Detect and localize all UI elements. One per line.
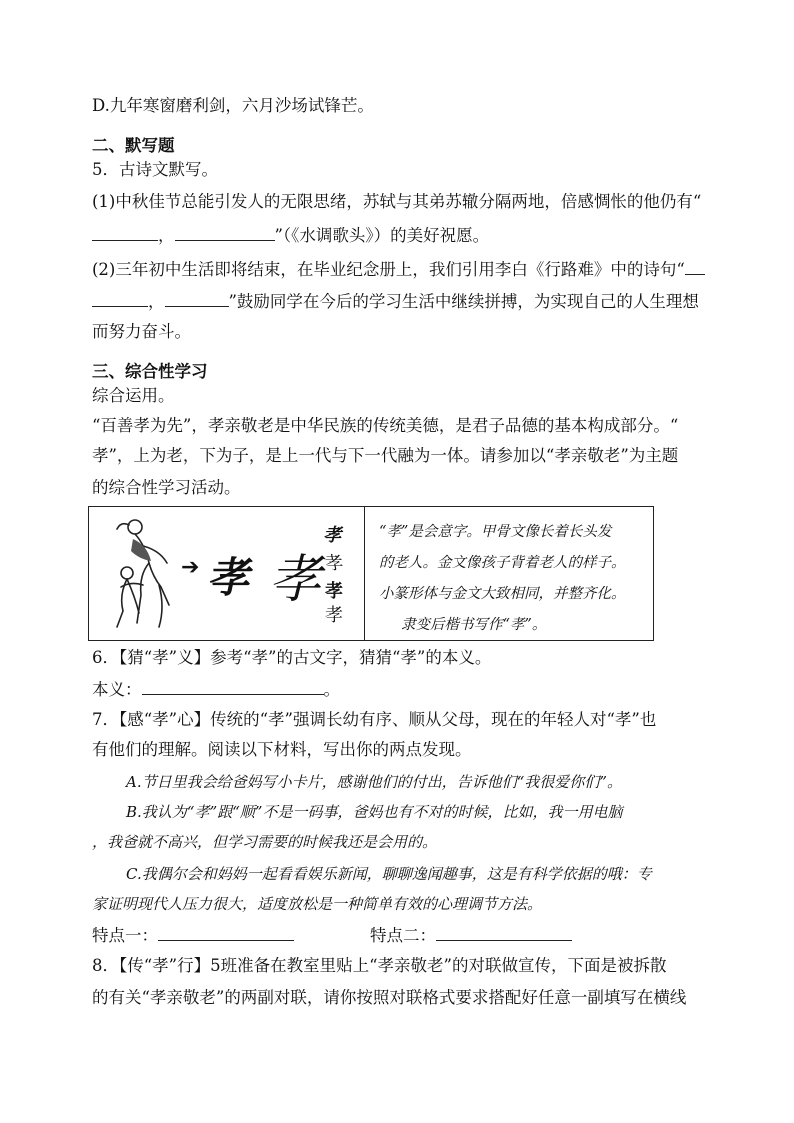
large-xiao-char: 孝 [269, 550, 322, 610]
q7-stem-1: 7．【感“孝”心】传统的“孝”强调长幼有序、顺从父母，现在的年轻人对“孝”也 [92, 710, 657, 729]
q7-material-c-1: C.我偶尔会和妈妈一起看看娱乐新闻，聊聊逸闻趣事，这是有科学依据的哦：专 [126, 865, 652, 883]
figure-divider [364, 507, 365, 640]
q5-2-blank-2[interactable] [165, 290, 229, 307]
elder-child-illustration [109, 515, 181, 633]
passage-line-3: 的综合性学习活动。 [92, 478, 241, 497]
q5-1-text: (1)中秋佳节总能引发人的无限思绪，苏轼与其弟苏辙分隔两地，倍感惆怅的他仍有“ [92, 192, 702, 211]
script-char-1: 孝 [321, 525, 346, 546]
figure-description [379, 517, 649, 641]
desc-line-4: 隶变后楷书写作“孝”。 [401, 617, 547, 633]
q6-answer-blank[interactable] [142, 678, 324, 695]
q8-line-1: 8．【传“孝”行】5班准备在教室里贴上“孝亲敬老”的对联做宣传，下面是被拆散 [92, 956, 667, 975]
q5-2-blank-1a[interactable] [685, 258, 705, 275]
script-char-3: 孝 [325, 581, 343, 602]
desc-line-2: 的老人。金文像孩子背着老人的样子。 [379, 555, 626, 571]
desc-line-3: 小篆形体与金文大致相同，并整齐化。 [379, 586, 626, 602]
q5-1-blank-1[interactable] [92, 224, 158, 241]
script-char-2: 孝 [323, 553, 346, 574]
q5-1-blank-2[interactable] [175, 224, 275, 241]
q7-material-b-1: B.我认为“孝”跟“顺”不是一码事，爸妈也有不对的时候，比如，我一用电脑 [126, 803, 623, 821]
q5-2-text: (2)三年初中生活即将结束，在毕业纪念册上，我们引用李白《行路难》中的诗句“ [92, 258, 705, 280]
q8-line-2: 的有关“孝亲敬老”的两副对联，请你按照对联格式要求搭配好任意一副填写在横线 [92, 988, 687, 1007]
q5-2-end: 而努力奋斗。 [92, 322, 191, 341]
xiao-character-figure [88, 506, 654, 641]
q7-feature-2-blank[interactable] [436, 924, 572, 941]
q5-2-blank-1b[interactable] [92, 290, 148, 307]
q7-material-c-2: 家证明现代人压力很大，适度放松是一种简单有效的心理调节方法。 [92, 895, 543, 913]
script-char-4: 孝 [325, 605, 343, 626]
desc-line-1: “孝”是会意字。甲骨文像长着长头发 [379, 524, 612, 540]
q6-stem: 6．【猜“孝”义】参考“孝”的古文字，猜猜“孝”的本义。 [92, 648, 492, 667]
q7-feature-1-blank[interactable] [158, 924, 294, 941]
q7-stem-2: 有他们的理解。阅读以下材料，写出你的两点发现。 [92, 740, 472, 759]
section-3-intro: 综合运用。 [92, 386, 175, 405]
q5-1-blanks: ， ”（《水调歌头》）的美好祝愿。 [92, 224, 489, 246]
q7-material-b-2: ，我爸就不高兴，但学习需要的时候我还是会用的。 [92, 833, 438, 851]
section-3-heading: 三、综合性学习 [92, 362, 208, 381]
arrow-right-icon: ➔ [181, 555, 200, 580]
q7-material-a: A.节日里我会给爸妈写小卡片，感谢他们的付出，告诉他们“我很爱你们”。 [126, 773, 622, 791]
oracle-bone-char: 孝 [205, 553, 258, 602]
q7-features-row: 特点一： 特点二： [92, 924, 572, 946]
passage-line-1: “百善孝为先”，孝亲敬老是中华民族的传统美德，是君子品德的基本构成部分。“ [92, 416, 679, 435]
q5-2-blanks: ， ”鼓励同学在今后的学习生活中继续拼搏，为实现自己的人生理想 [92, 290, 699, 312]
q6-answer-row: 本义： 。 [92, 680, 340, 699]
q5-stem: 5．古诗文默写。 [92, 160, 218, 179]
passage-line-2: 孝”，上为老，下为子，是上一代与下一代融为一体。请参加以“孝亲敬老”为主题 [92, 446, 679, 465]
section-2-heading: 二、默写题 [92, 136, 175, 155]
q4-option-d: D.九年寒窗磨利剑，六月沙场试锋芒。 [92, 96, 374, 115]
